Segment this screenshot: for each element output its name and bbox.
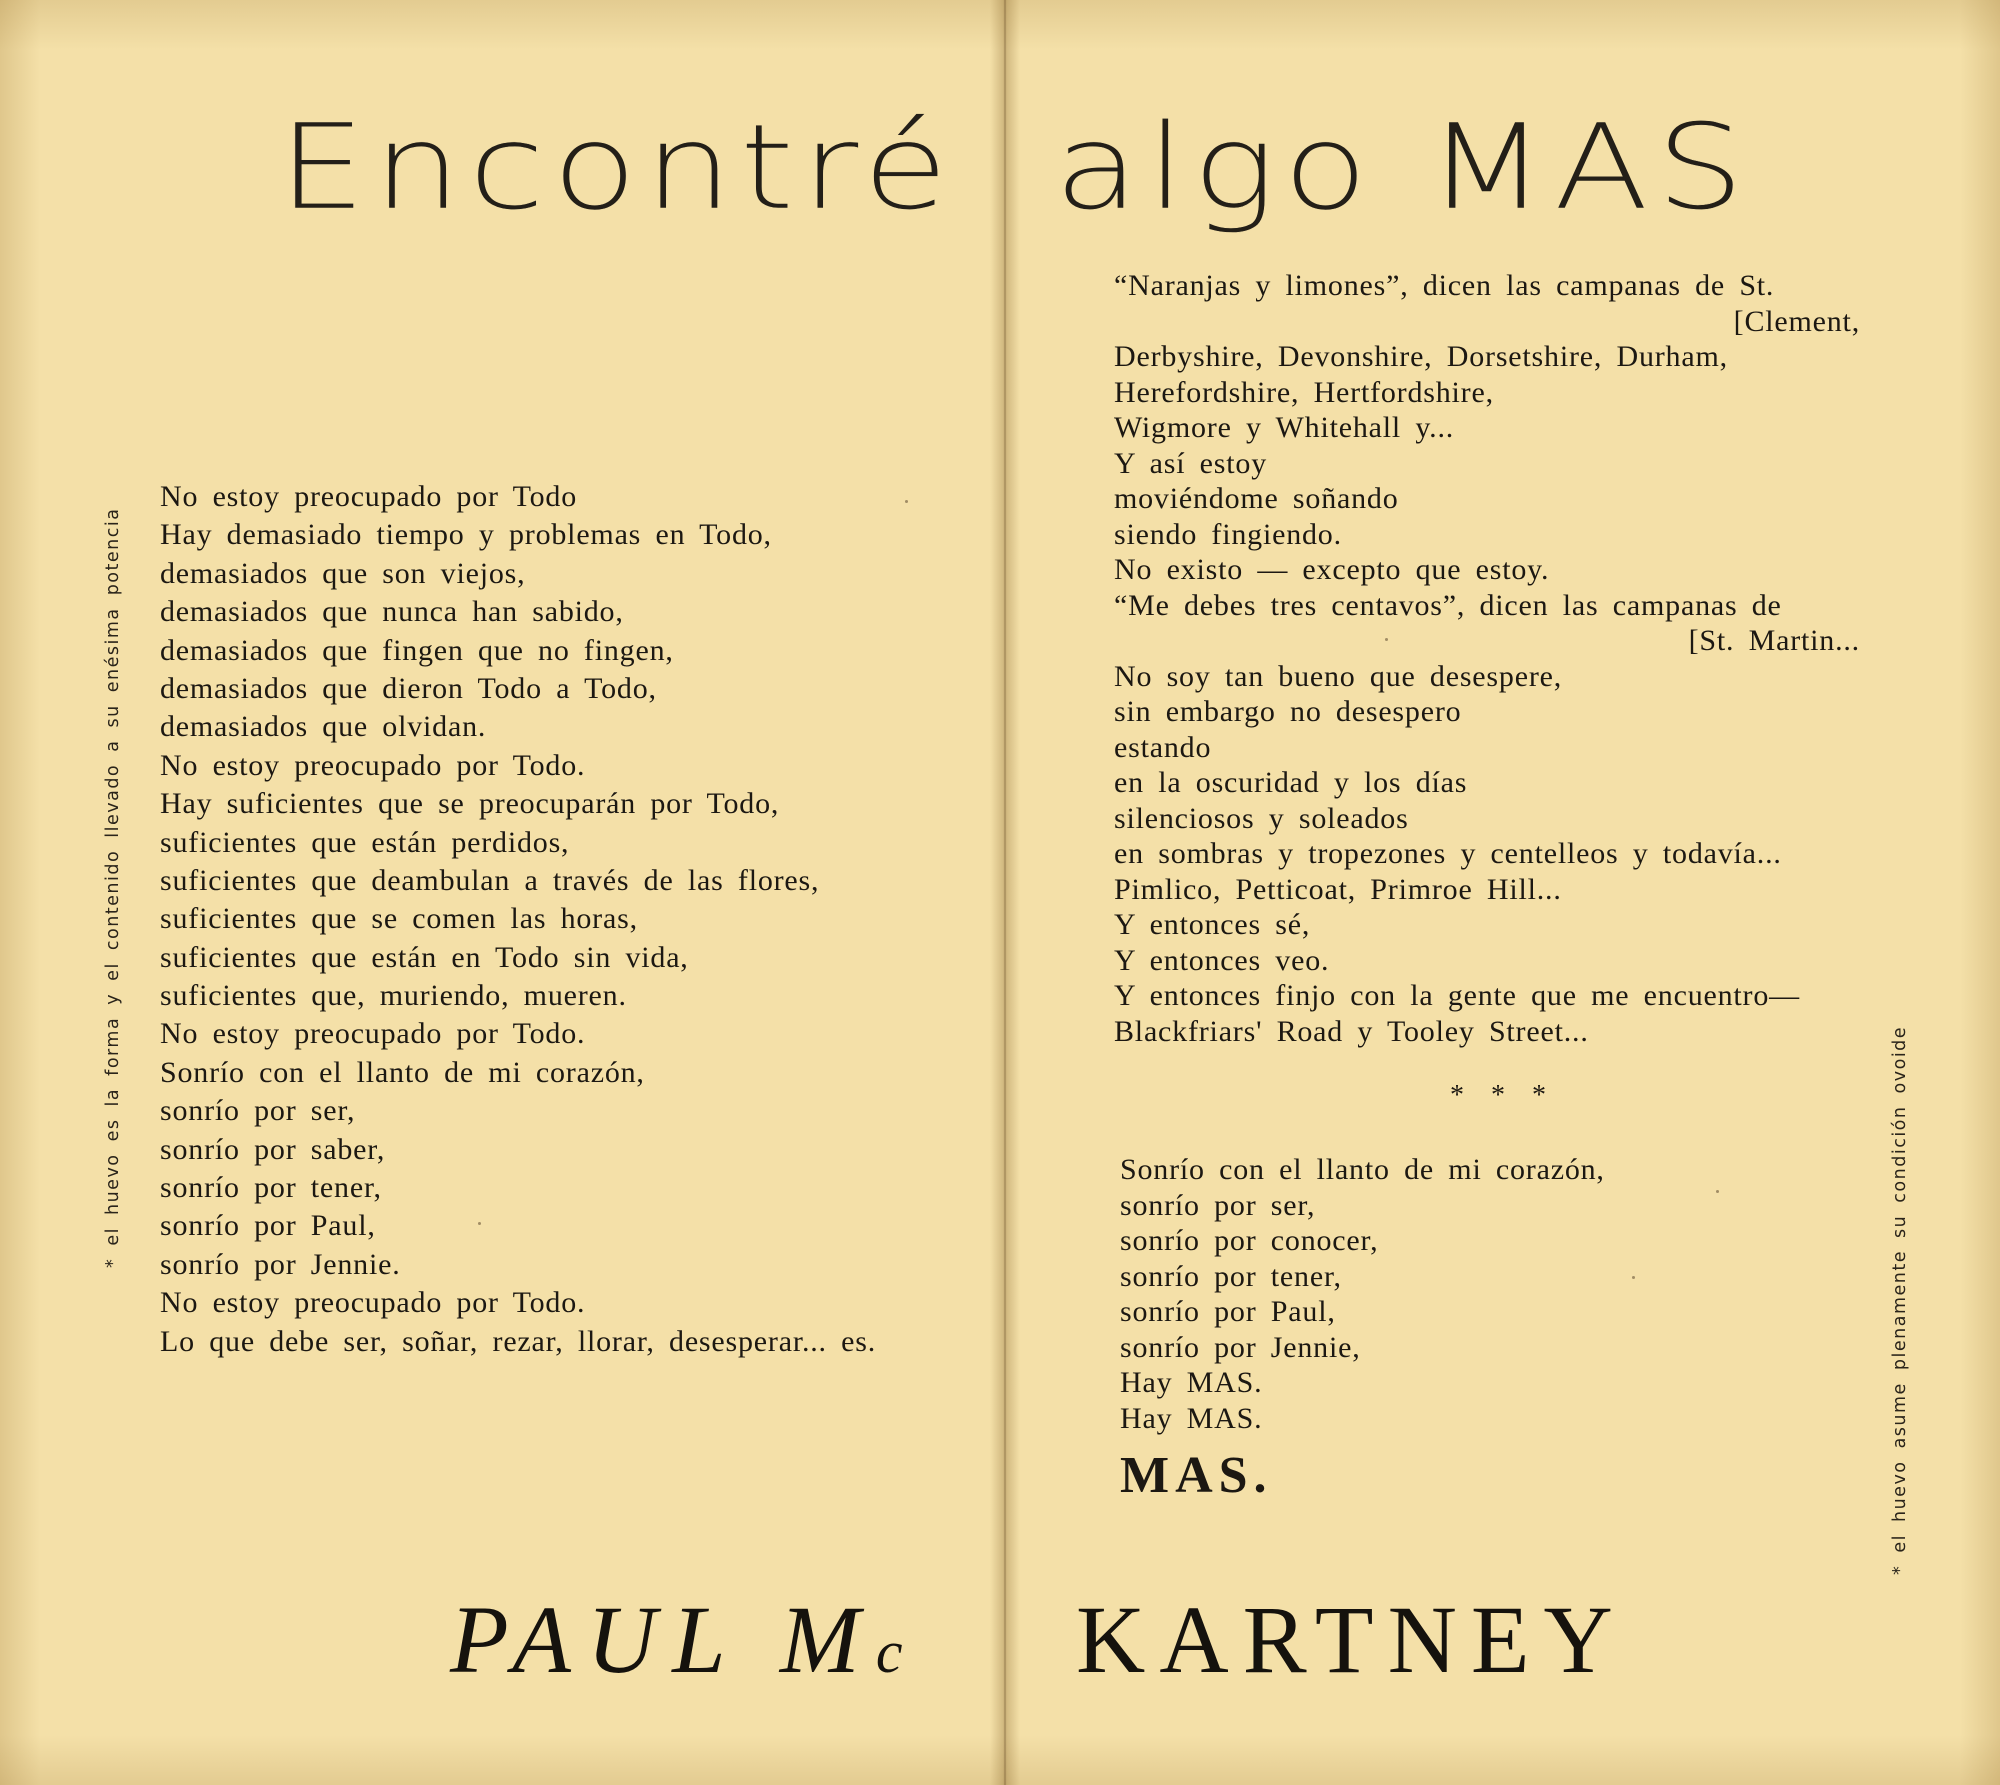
- paper-speck: [478, 1222, 481, 1225]
- poem-line: sonrío por Paul,: [160, 1209, 376, 1243]
- poem-line: “Me debes tres centavos”, dicen las campanas de: [1114, 588, 1782, 622]
- poem-line: sonrío por ser,: [1120, 1188, 1316, 1222]
- author-right: KARTNEY: [1076, 1586, 1627, 1693]
- poem-line: Sonrío con el llanto de mi corazón,: [1120, 1153, 1605, 1186]
- poem-line: sonrío por ser,: [160, 1094, 356, 1128]
- left-poem: [160, 478, 876, 1361]
- paper-speck: [905, 500, 908, 503]
- poem-line: No soy tan bueno que desespere,: [1114, 659, 1563, 693]
- poem-line: silenciosos y soleados: [1114, 801, 1409, 835]
- poem-line: No estoy preocupado por Todo.: [160, 1286, 586, 1320]
- poem-line: Lo que debe ser, soñar, rezar, llorar, desesperar... es.: [160, 1324, 877, 1358]
- poem-line: moviéndome soñando: [1114, 482, 1399, 515]
- poem-line: suficientes que se comen las horas,: [160, 902, 638, 936]
- poem-line: Hay demasiado tiempo y problemas en Todo,: [160, 518, 772, 552]
- poem-line: Derbyshire, Devonshire, Dorsetshire, Durham,: [1114, 340, 1728, 373]
- poem-line: Herefordshire, Hertfordshire,: [1114, 375, 1494, 409]
- left-sidenote: * el huevo es la forma y el contenido llevado a su enésima potencia: [103, 507, 123, 1268]
- author-left-main: PAUL M: [450, 1586, 876, 1693]
- paper-speck: [1632, 1276, 1635, 1279]
- poem-line: Y entonces sé,: [1114, 908, 1311, 941]
- poem-line: No estoy preocupado por Todo: [160, 480, 578, 513]
- poem-line: Hay MAS.: [1120, 1401, 1263, 1435]
- poem-line: suficientes que están perdidos,: [160, 825, 570, 859]
- poem-line: suficientes que, muriendo, mueren.: [160, 979, 627, 1013]
- poem-line: Y entonces finjo con la gente que me encuentro—: [1114, 979, 1800, 1012]
- poem-line: “Naranjas y limones”, dicen las campanas de St.: [1114, 269, 1775, 302]
- poem-line: sonrío por Jennie.: [160, 1247, 401, 1281]
- final-mas: MAS.: [1120, 1447, 1273, 1504]
- poem-line: Y entonces veo.: [1114, 943, 1330, 977]
- poem-line: sonrío por Jennie,: [1120, 1330, 1361, 1364]
- right-poem-stanza-1: [1114, 268, 1860, 1049]
- poem-line: Hay suficientes que se preocuparán por Todo,: [160, 787, 780, 821]
- poem-line: sonrío por Paul,: [1120, 1295, 1336, 1328]
- poem-line: Sonrío con el llanto de mi corazón,: [160, 1055, 645, 1089]
- poem-line: estando: [1114, 730, 1212, 764]
- poem-line: en sombras y tropezones y centelleos y todavía...: [1114, 837, 1782, 870]
- right-sidenote: * el huevo asume plenamente su condición ovoide: [1890, 1025, 1910, 1575]
- title-left: Encontré: [278, 98, 956, 236]
- title-right: algo MAS: [1054, 98, 1752, 236]
- poem-line: Blackfriars' Road y Tooley Street...: [1114, 1014, 1589, 1048]
- author-left: [450, 1586, 905, 1693]
- poem-line: Wigmore y Whitehall y...: [1114, 411, 1455, 444]
- poem-line: siendo fingiendo.: [1114, 517, 1342, 551]
- poem-line: demasiados que dieron Todo a Todo,: [160, 671, 657, 705]
- poem-line: Pimlico, Petticoat, Primroe Hill...: [1114, 872, 1562, 906]
- poem-line: No estoy preocupado por Todo.: [160, 1017, 586, 1051]
- poem-line: suficientes que deambulan a través de las flores,: [160, 863, 820, 897]
- poem-line: sonrío por tener,: [160, 1171, 382, 1205]
- paper-speck: [1716, 1190, 1719, 1193]
- poem-line: en la oscuridad y los días: [1114, 766, 1468, 799]
- poem-line: sonrío por conocer,: [1120, 1224, 1379, 1257]
- poem-line: sonrío por saber,: [160, 1132, 386, 1166]
- poem-line: Y así estoy: [1114, 446, 1268, 480]
- right-poem-stanza-2: [1120, 1152, 1605, 1436]
- poem-line: sonrío por tener,: [1120, 1259, 1342, 1293]
- poem-line: demasiados que fingen que no fingen,: [160, 633, 674, 667]
- stanza-separator: * * *: [1450, 1080, 1556, 1111]
- poem-line: sin embargo no desespero: [1114, 695, 1462, 728]
- poem-line: No estoy preocupado por Todo.: [160, 748, 586, 782]
- poem-line: demasiados que nunca han sabido,: [160, 595, 624, 629]
- poem-line: Hay MAS.: [1120, 1366, 1263, 1399]
- poem-line-continuation: [Clement,: [1733, 304, 1860, 338]
- poem-line: demasiados que olvidan.: [160, 710, 487, 744]
- poem-line: No existo — excepto que estoy.: [1114, 553, 1550, 586]
- author-left-small: c: [875, 1619, 905, 1685]
- poem-line-continuation: [St. Martin...: [1688, 624, 1860, 657]
- paper-speck: [1385, 638, 1388, 641]
- poem-line: demasiados que son viejos,: [160, 556, 526, 590]
- poem-line: suficientes que están en Todo sin vida,: [160, 940, 689, 974]
